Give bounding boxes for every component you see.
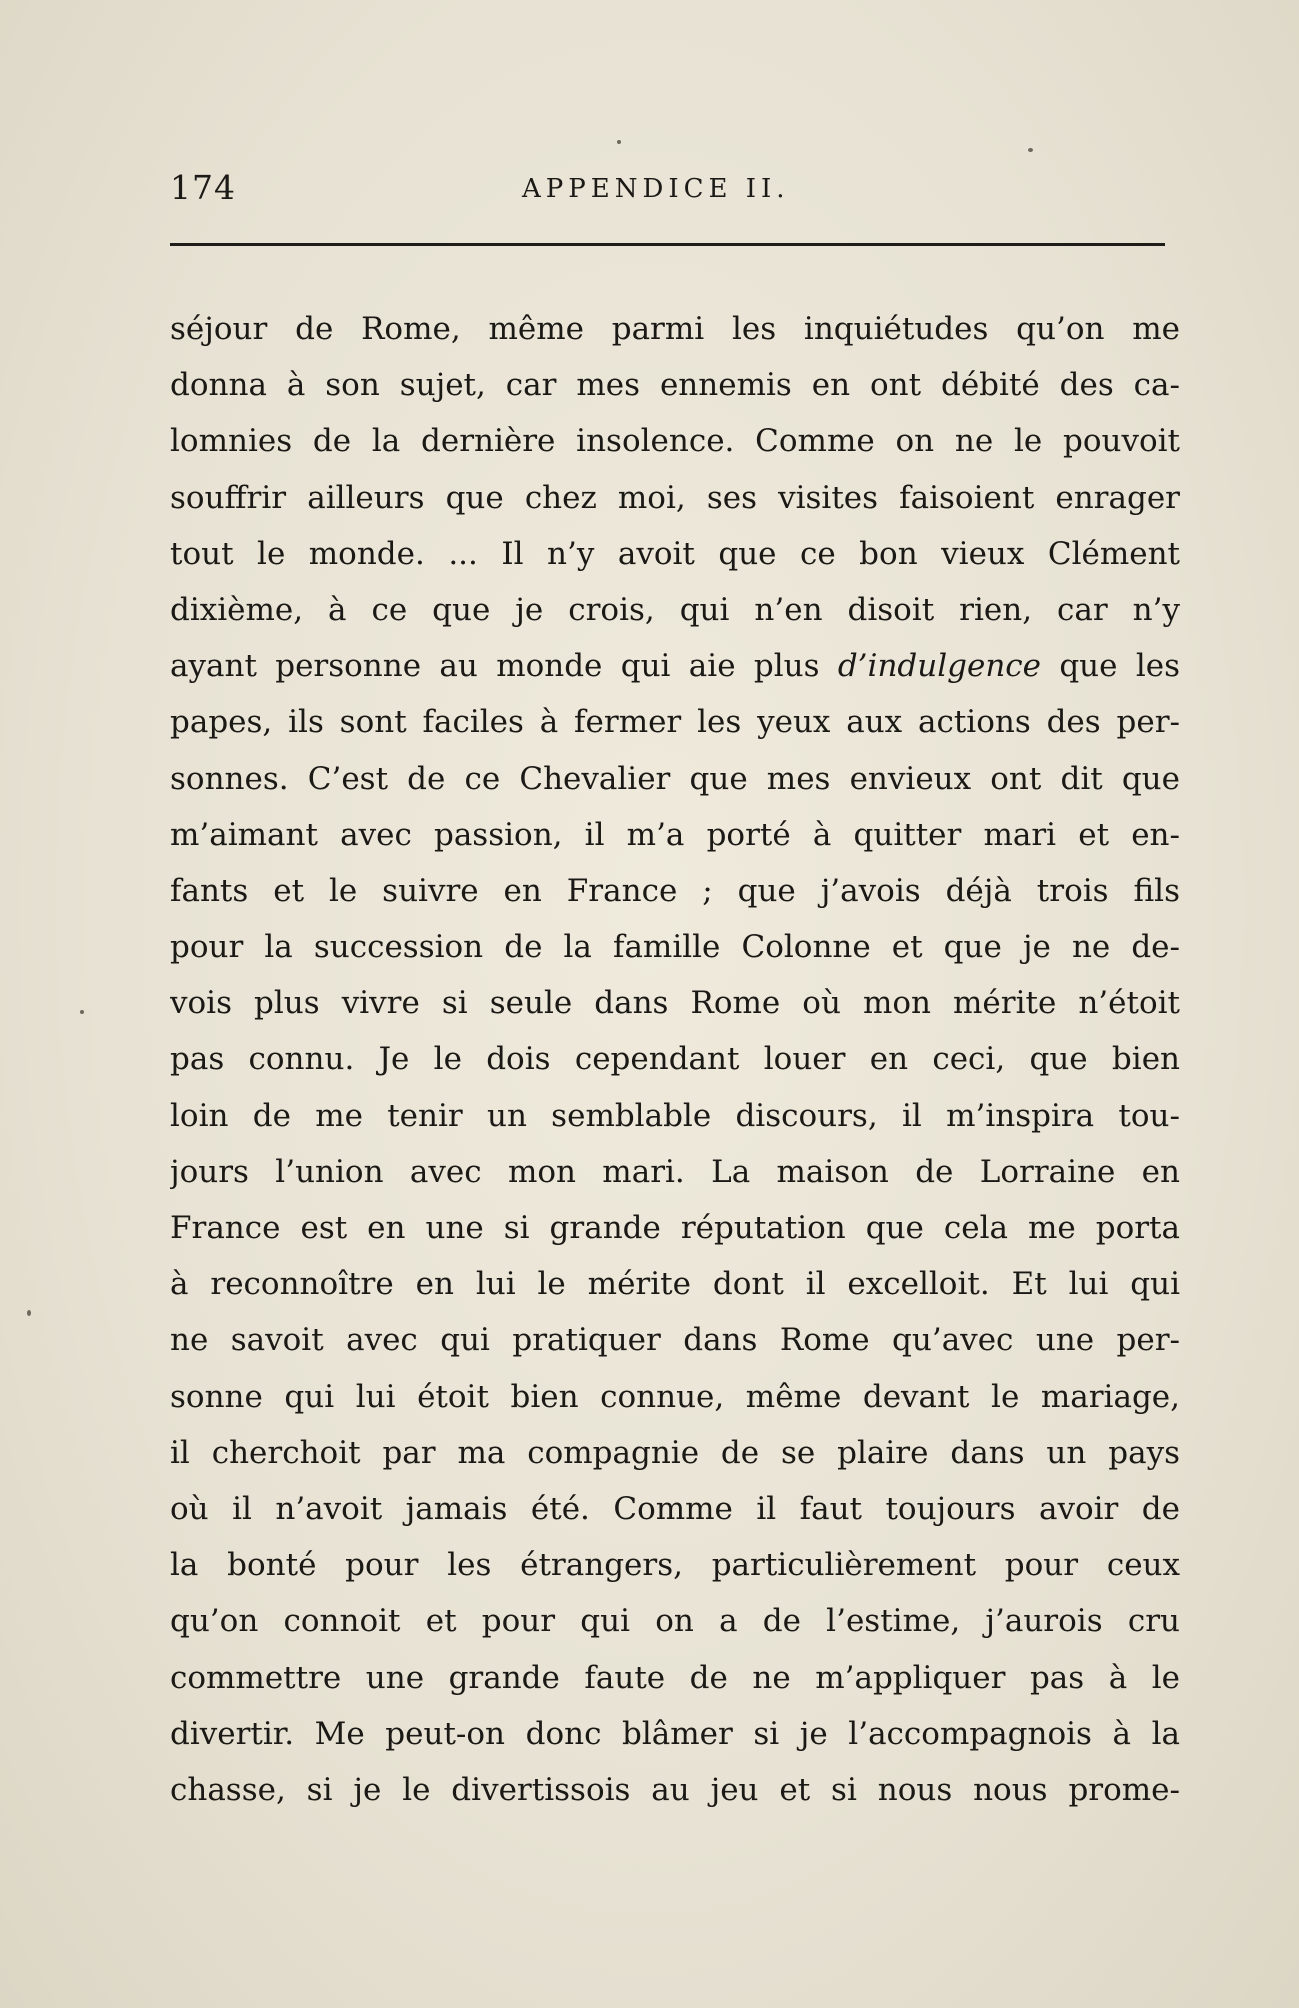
text-line: divertir. Me peut-on donc blâmer si je l’accompagnois à la xyxy=(170,1715,1180,1752)
italic-word: d’indulgence xyxy=(837,648,1041,685)
text-line: loin de me tenir un semblable discours, il m’inspira tou- xyxy=(170,1097,1180,1134)
paper-speck xyxy=(617,140,621,144)
text-line: jours l’union avec mon mari. La maison de Lorraine en xyxy=(170,1153,1180,1190)
text-line: lomnies de la dernière insolence. Comme on ne le pouvoit xyxy=(170,423,1180,460)
paper-speck xyxy=(27,1310,31,1316)
text-line: à reconnoître en lui le mérite dont il excelloit. Et lui qui xyxy=(170,1266,1180,1303)
header-rule xyxy=(170,243,1165,246)
running-head: APPENDICE II. xyxy=(522,174,790,204)
text-line: la bonté pour les étrangers, particulièrement pour ceux xyxy=(170,1547,1180,1584)
text-line: sonnes. C’est de ce Chevalier que mes envieux ont dit que xyxy=(170,760,1180,797)
text-line: tout le monde. ... Il n’y avoit que ce bon vieux Clément xyxy=(170,535,1180,572)
text-line: ne savoit avec qui pratiquer dans Rome qu’avec une per- xyxy=(170,1322,1180,1359)
text-line: séjour de Rome, même parmi les inquiétudes qu’on me xyxy=(170,311,1180,347)
paper-speck xyxy=(1028,148,1033,152)
text-line: il cherchoit par ma compagnie de se plaire dans un pays xyxy=(170,1434,1180,1471)
text-line: France est en une si grande réputation que cela me porta xyxy=(170,1210,1180,1246)
body-text xyxy=(170,301,1180,1818)
page-number: 174 xyxy=(170,168,236,207)
text-line: m’aimant avec passion, il m’a porté à quitter mari et en- xyxy=(170,816,1180,853)
text-line: papes, ils sont faciles à fermer les yeux aux actions des per- xyxy=(170,704,1180,741)
text-line: sonne qui lui étoit bien connue, même devant le mariage, xyxy=(170,1378,1180,1415)
text-line: chasse, si je le divertissois au jeu et si nous nous prome- xyxy=(170,1771,1180,1808)
text-line: vois plus vivre si seule dans Rome où mon mérite n’étoit xyxy=(170,985,1180,1022)
text-line: pour la succession de la famille Colonne et que je ne de- xyxy=(170,929,1180,966)
text-line: fants et le suivre en France ; que j’avois déjà trois fils xyxy=(170,872,1180,909)
text-line: où il n’avoit jamais été. Comme il faut toujours avoir de xyxy=(170,1490,1180,1527)
text-line: pas connu. Je le dois cependant louer en ceci, que bien xyxy=(170,1041,1180,1078)
text-line-with-italic xyxy=(170,638,1180,694)
text-line: commettre une grande faute de ne m’appliquer pas à le xyxy=(170,1659,1180,1696)
text-line: donna à son sujet, car mes ennemis en ont débité des ca- xyxy=(170,367,1180,404)
text-line: souffrir ailleurs que chez moi, ses visites faisoient enrager xyxy=(170,479,1180,516)
text-line: qu’on connoit et pour qui on a de l’estime, j’aurois cru xyxy=(170,1603,1180,1640)
text-segment: ayant personne au monde qui aie plus xyxy=(170,648,838,685)
paper-speck xyxy=(80,1010,84,1014)
text-segment: que les xyxy=(1041,648,1180,685)
page-header xyxy=(170,168,1170,218)
text-line: dixième, à ce que je crois, qui n’en disoit rien, car n’y xyxy=(170,591,1180,628)
